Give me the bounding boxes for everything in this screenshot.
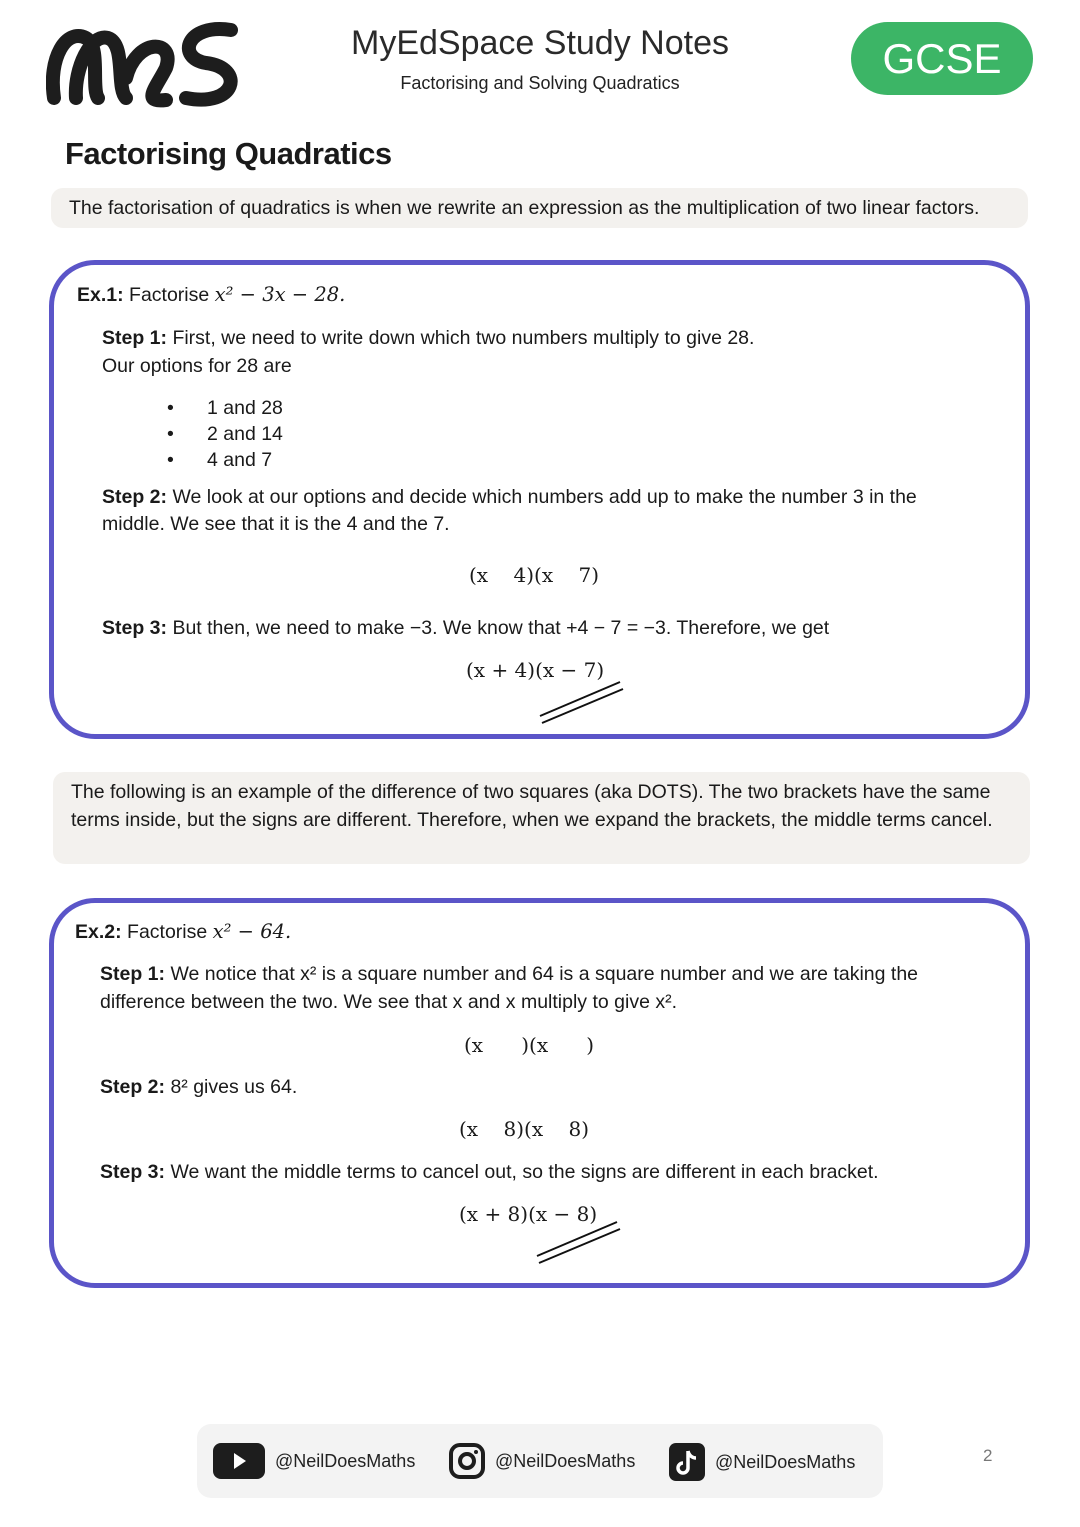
document-subtitle: Factorising and Solving Quadratics	[400, 73, 680, 93]
ex1-step1-text: First, we need to write down which two numbers multiply to give 28.	[172, 327, 755, 349]
answer-double-underline	[535, 678, 630, 728]
ex1-step2-label: Step 2:	[102, 486, 168, 508]
youtube-handle: @NeilDoesMaths	[275, 1450, 416, 1471]
ex2-prompt: Factorise	[127, 921, 213, 943]
gcse-badge: GCSE	[851, 22, 1033, 95]
ex1-step3-text: But then, we need to make −3. We know that +4 − 7 = −3. Therefore, we get	[172, 617, 830, 639]
ex2-equation-2: (x 8)(x 8)	[459, 1117, 590, 1141]
ex1-label: Ex.1:	[77, 284, 124, 306]
instagram-icon	[449, 1443, 485, 1479]
ex1-heading	[77, 281, 345, 309]
ex2-step1-label: Step 1:	[100, 963, 166, 985]
ex2-step1-text2: difference between the two. We see that x and x multiply to give x².	[100, 991, 678, 1013]
intro-note: The factorisation of quadratics is when we rewrite an expression as the multiplication of two linear factors.	[51, 188, 1028, 228]
ex1-equation-1: (x 4)(x 7)	[469, 563, 600, 587]
ex1-step2-text2: middle. We see that it is the 4 and the 7.	[102, 513, 450, 535]
tiktok-link[interactable]	[669, 1443, 855, 1481]
ex2-step2-label: Step 2:	[100, 1076, 166, 1098]
tiktok-handle: @NeilDoesMaths	[715, 1451, 856, 1472]
ex1-expression: x² − 3x − 28.	[214, 283, 346, 306]
ex2-step2-text: 8² gives us 64.	[170, 1076, 298, 1098]
ex1-step1-text2: Our options for 28 are	[102, 355, 292, 377]
ex1-step2-text: We look at our options and decide which numbers add up to make the number 3 in the	[172, 486, 917, 508]
ex1-answer: (x + 4)(x − 7)	[466, 658, 605, 682]
bullet: •	[167, 449, 174, 471]
ex2-label: Ex.2:	[75, 921, 122, 943]
section-title: Factorising Quadratics	[65, 136, 392, 171]
ex1-prompt: Factorise	[129, 284, 215, 306]
ex2-expression: x² − 64.	[212, 920, 292, 943]
dots-note: The following is an example of the difference of two squares (aka DOTS). The two brackets have the same terms inside, but the signs are different. Therefore, when we expand the brackets, the middle terms cancel.	[53, 772, 1030, 864]
document-title: MyEdSpace Study Notes	[351, 24, 729, 62]
option-item: 4 and 7	[207, 449, 273, 471]
answer-double-underline	[532, 1218, 627, 1268]
ex2-answer: (x + 8)(x − 8)	[459, 1202, 598, 1226]
page-number: 2	[983, 1446, 993, 1465]
youtube-icon	[213, 1443, 265, 1479]
ex1-step1-label: Step 1:	[102, 327, 168, 349]
tiktok-icon	[669, 1443, 705, 1481]
instagram-handle: @NeilDoesMaths	[495, 1450, 636, 1471]
option-item: 1 and 28	[207, 397, 283, 419]
ex2-step1-text: We notice that x² is a square number and 64 is a square number and we are taking the	[170, 963, 919, 985]
ex1-step3-label: Step 3:	[102, 617, 168, 639]
ex2-step3-label: Step 3:	[100, 1161, 166, 1183]
instagram-link[interactable]	[449, 1443, 635, 1479]
bullet: •	[167, 423, 174, 445]
bullet: •	[167, 397, 174, 419]
ex2-equation-1: (x )(x )	[464, 1033, 595, 1057]
ex2-step3-text: We want the middle terms to cancel out, so the signs are different in each bracket.	[170, 1161, 879, 1183]
youtube-link[interactable]	[213, 1443, 415, 1479]
option-item: 2 and 14	[207, 423, 283, 445]
